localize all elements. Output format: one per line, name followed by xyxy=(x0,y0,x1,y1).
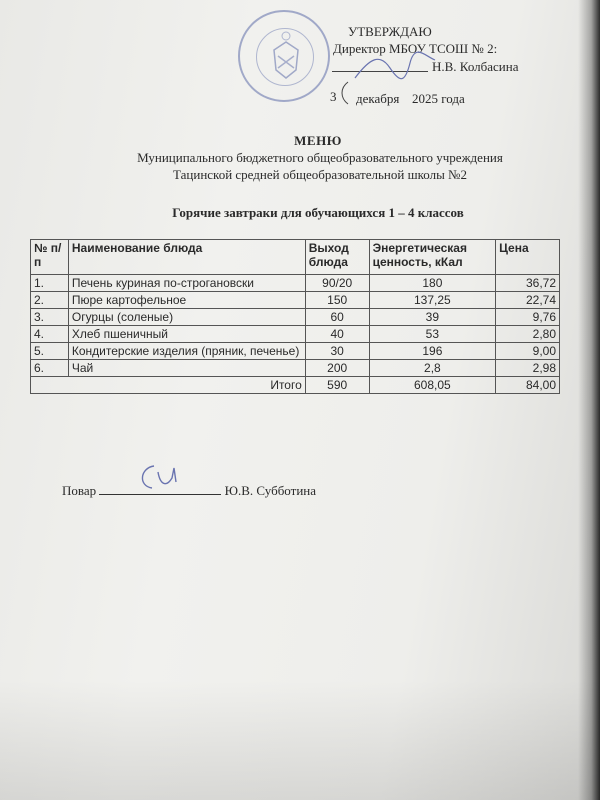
director-name: Н.В. Колбасина xyxy=(432,59,519,74)
photo-shadow-bottom xyxy=(0,680,600,800)
row-name: Печень куриная по-строгановски xyxy=(68,275,305,292)
row-num: 5. xyxy=(31,343,69,360)
row-price: 2,98 xyxy=(496,360,560,377)
row-price: 22,74 xyxy=(496,292,560,309)
row-energy: 53 xyxy=(369,326,496,343)
row-yield: 40 xyxy=(305,326,369,343)
approval-date-month: декабря xyxy=(356,91,400,106)
stamp-emblem-icon xyxy=(240,12,332,104)
row-name: Огурцы (соленые) xyxy=(68,309,305,326)
table-row xyxy=(31,326,560,343)
photo-shadow-right xyxy=(578,0,600,800)
row-yield: 30 xyxy=(305,343,369,360)
col-header-energy: Энергетическая ценность, кКал xyxy=(369,240,496,275)
row-price: 9,00 xyxy=(496,343,560,360)
approval-heading: УТВЕРЖДАЮ xyxy=(348,24,432,39)
col-header-price: Цена xyxy=(496,240,560,275)
col-header-num: № п/п xyxy=(31,240,69,275)
approval-date-day: 3 xyxy=(330,89,337,104)
total-energy: 608,05 xyxy=(369,377,496,394)
menu-subtitle: Горячие завтраки для обучающихся 1 – 4 классов xyxy=(172,205,464,220)
approval-date-year: 2025 года xyxy=(412,91,465,106)
row-name: Чай xyxy=(68,360,305,377)
row-price: 9,76 xyxy=(496,309,560,326)
row-name: Хлеб пшеничный xyxy=(68,326,305,343)
org-name-line1: Муниципального бюджетного общеобразовательного учреждения xyxy=(137,150,503,165)
menu-table xyxy=(30,239,560,394)
row-yield: 200 xyxy=(305,360,369,377)
table-row xyxy=(31,275,560,292)
row-num: 3. xyxy=(31,309,69,326)
col-header-yield: Выход блюда xyxy=(305,240,369,275)
row-name: Пюре картофельное xyxy=(68,292,305,309)
approval-position: Директор МБОУ ТСОШ № 2: xyxy=(333,41,498,56)
row-energy: 39 xyxy=(369,309,496,326)
total-yield: 590 xyxy=(305,377,369,394)
cook-name: Ю.В. Субботина xyxy=(224,483,317,498)
row-energy: 2,8 xyxy=(369,360,496,377)
table-row xyxy=(31,292,560,309)
table-row xyxy=(31,309,560,326)
row-energy: 196 xyxy=(369,343,496,360)
cook-label: Повар xyxy=(62,483,97,498)
row-yield: 90/20 xyxy=(305,275,369,292)
table-total-row xyxy=(31,377,560,394)
row-num: 2. xyxy=(31,292,69,309)
row-name: Кондитерские изделия (пряник, печенье) xyxy=(68,343,305,360)
row-num: 6. xyxy=(31,360,69,377)
row-yield: 60 xyxy=(305,309,369,326)
row-price: 36,72 xyxy=(496,275,560,292)
table-row xyxy=(31,343,560,360)
row-num: 4. xyxy=(31,326,69,343)
org-name-line2: Тацинской средней общеобразовательной школы №2 xyxy=(173,167,467,182)
page-title: МЕНЮ xyxy=(294,133,342,148)
school-stamp xyxy=(238,10,330,102)
cook-signature xyxy=(132,458,192,498)
table-header-row xyxy=(31,240,560,275)
row-energy: 180 xyxy=(369,275,496,292)
row-price: 2,80 xyxy=(496,326,560,343)
total-label: Итого xyxy=(31,377,306,394)
row-energy: 137,25 xyxy=(369,292,496,309)
row-num: 1. xyxy=(31,275,69,292)
col-header-name: Наименование блюда xyxy=(68,240,305,275)
row-yield: 150 xyxy=(305,292,369,309)
director-signature xyxy=(350,48,440,88)
date-day-bracket xyxy=(336,80,356,106)
total-price: 84,00 xyxy=(496,377,560,394)
table-row xyxy=(31,360,560,377)
